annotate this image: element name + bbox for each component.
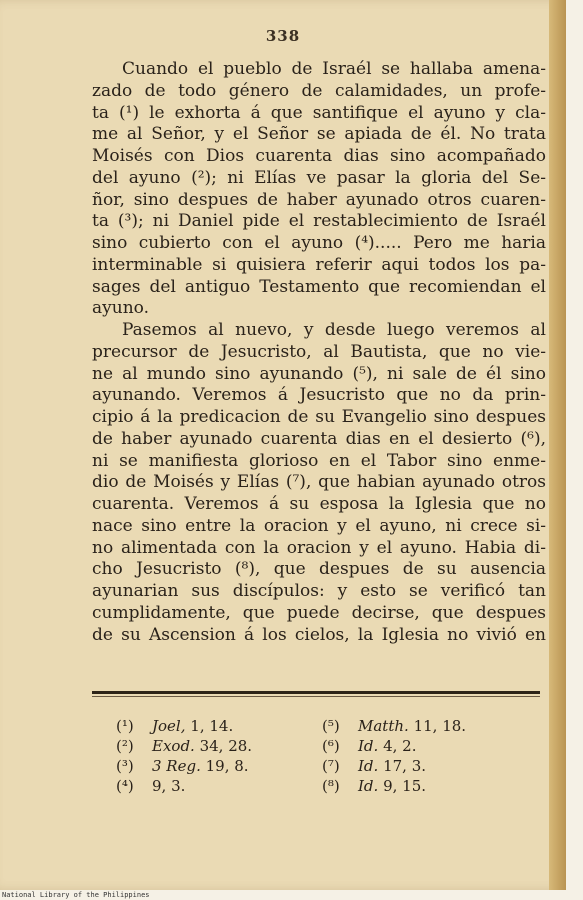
footnote	[116, 716, 252, 736]
footnote-location: 9, 15.	[383, 777, 427, 795]
page-number: 338	[265, 27, 301, 45]
footnote-reference: 3 Reg.	[152, 757, 201, 775]
text-line: dio de Moisés y Elías (⁷), que habian ayunado otros	[92, 472, 546, 493]
footnote-reference: Matth.	[358, 717, 409, 735]
footnote-location: 1, 14.	[190, 717, 234, 735]
text-line: ne al mundo sino ayunando (⁵), ni sale de él sino	[92, 363, 546, 384]
footnote-reference: Joel,	[152, 717, 186, 735]
footnote-location: 34, 28.	[199, 737, 253, 755]
footnote-location: 4, 2.	[383, 737, 417, 755]
text-line: del ayuno (²); ni Elías ve pasar la gloria del Se-	[92, 167, 546, 188]
text-line: no alimentada con la oracion y el ayuno. Habia di-	[92, 537, 546, 558]
text-line: ayunarian sus discípulos: y esto se verificó tan	[92, 581, 546, 601]
footnote-mark: (⁷)	[322, 757, 340, 775]
footnote-mark: (⁸)	[322, 777, 340, 795]
text-line: cumplidamente, que puede decirse, que despues	[92, 602, 546, 623]
footnote-mark: (⁴)	[116, 777, 134, 795]
footnote-reference: Id.	[358, 757, 379, 775]
text-line: de haber ayunado cuarenta dias en el desierto (⁶),	[92, 428, 546, 449]
text-line: ni se manifiesta glorioso en el Tabor sino enme-	[92, 450, 546, 471]
text-line: cipio á la predicacion de su Evangelio sino despues	[92, 407, 546, 427]
body-text	[92, 59, 546, 646]
footnote-mark: (¹)	[116, 717, 134, 735]
footnote	[116, 756, 252, 776]
footnote	[322, 756, 466, 776]
footnote	[322, 736, 466, 756]
library-credit: National Library of the Philippines	[2, 891, 150, 899]
footnote-mark: (³)	[116, 757, 134, 775]
text-line: ta (¹) le exhorta á que santifique el ayuno y cla-	[92, 102, 546, 123]
footnote-reference: Exod.	[152, 737, 195, 755]
footnote-location: 19, 8.	[205, 757, 249, 775]
text-line: de su Ascension á los cielos, la Iglesia no vivió en	[92, 624, 546, 645]
footnote-reference: Id.	[358, 737, 379, 755]
text-line: Moisés con Dios cuarenta dias sino acompañado	[92, 146, 546, 166]
text-line: sino cubierto con el ayuno (⁴)..... Pero me haria	[92, 233, 546, 253]
text-line: sages del antiguo Testamento que recomiendan el	[92, 276, 546, 297]
footnotes-right-column	[322, 716, 466, 796]
text-line: ayuno.	[92, 298, 149, 319]
footnote-mark: (²)	[116, 737, 134, 755]
text-line: cho Jesucristo (⁸), que despues de su ausencia	[92, 559, 546, 580]
text-line: precursor de Jesucristo, al Bautista, que no vie-	[92, 341, 546, 362]
footnote-location: 9, 3.	[152, 777, 186, 795]
footnote-location: 11, 18.	[413, 717, 467, 735]
text-line: Cuando el pueblo de Israél se hallaba amena-	[122, 59, 546, 79]
text-line: nace sino entre la oracion y el ayuno, ni crece si-	[92, 515, 546, 536]
footnote	[322, 716, 466, 736]
footnote	[116, 736, 252, 756]
text-line: zado de todo género de calamidades, un profe-	[92, 80, 546, 101]
footnote-reference: Id.	[358, 777, 379, 795]
text-line: interminable si quisiera referir aqui todos los pa-	[92, 254, 546, 275]
footnote	[322, 776, 466, 796]
footnote-rule	[92, 691, 540, 694]
text-line: cuarenta. Veremos á su esposa la Iglesia que no	[92, 494, 546, 514]
footnote-mark: (⁶)	[322, 737, 340, 755]
footnotes-left-column	[116, 716, 252, 796]
footnote-rule-thin	[92, 696, 540, 697]
text-line: ñor, sino despues de haber ayunado otros cuaren-	[92, 189, 546, 210]
footnote-location: 17, 3.	[383, 757, 427, 775]
text-line: me al Señor, y el Señor se apiada de él. No trata	[92, 124, 546, 145]
text-line: Pasemos al nuevo, y desde luego veremos al	[122, 320, 546, 340]
footnote	[116, 776, 252, 796]
page-edge	[549, 0, 566, 890]
text-line: ayunando. Veremos á Jesucristo que no da prin-	[92, 385, 546, 406]
footnote-mark: (⁵)	[322, 717, 340, 735]
text-line: ta (³); ni Daniel pide el restablecimiento de Israél	[92, 211, 546, 232]
